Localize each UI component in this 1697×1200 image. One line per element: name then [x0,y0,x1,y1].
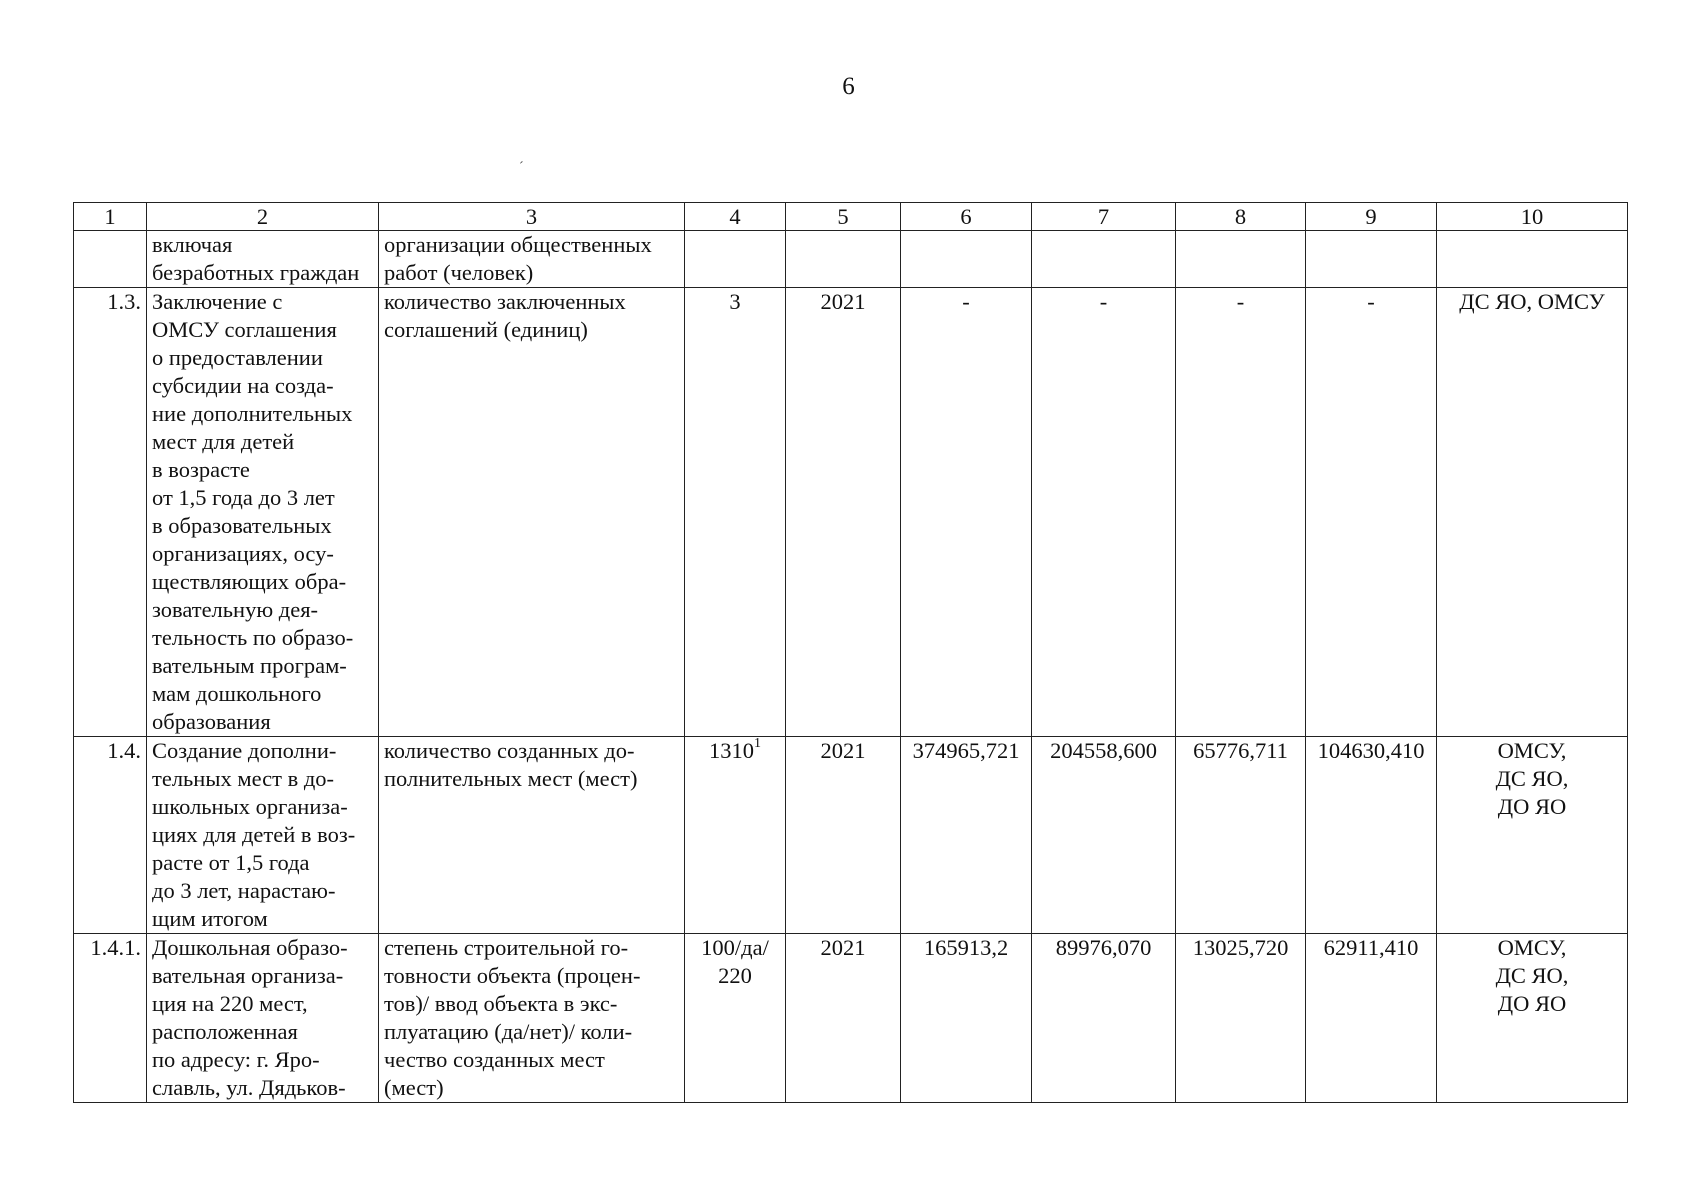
executor: ДС ЯО, ОМСУ [1437,288,1628,737]
funding-col-9: - [1306,288,1437,737]
year: 2021 [786,934,901,1103]
measures-table [73,202,1628,1103]
row-number [74,231,147,288]
funding-col-9: 62911,410 [1306,934,1437,1103]
funding-col-6: 374965,721 [901,737,1032,934]
indicator-name: организации общественных работ (человек) [379,231,685,288]
indicator-value-number: 1310 [709,738,754,763]
header-cell: 7 [1032,203,1176,231]
table-row [74,934,1628,1103]
funding-col-6 [901,231,1032,288]
year [786,231,901,288]
executor: ОМСУ, ДС ЯО, ДО ЯО [1437,934,1628,1103]
indicator-value [685,737,786,934]
row-number: 1.4.1. [74,934,147,1103]
header-cell: 1 [74,203,147,231]
stray-mark: ´ [519,160,524,175]
funding-col-9 [1306,231,1437,288]
funding-col-7: 204558,600 [1032,737,1176,934]
table-row [74,737,1628,934]
funding-col-8 [1176,231,1306,288]
measure-name: Дошкольная образо- вательная организа- ция на 220 мест, расположенная по адресу: г. Яро- славль, ул. Дядьков- [147,934,379,1103]
indicator-name: количество заключенных соглашений (единиц) [379,288,685,737]
row-number: 1.3. [74,288,147,737]
year: 2021 [786,288,901,737]
funding-col-7: 89976,070 [1032,934,1176,1103]
row-number: 1.4. [74,737,147,934]
footnote-marker: 1 [754,736,761,751]
header-cell: 6 [901,203,1032,231]
executor: ОМСУ, ДС ЯО, ДО ЯО [1437,737,1628,934]
funding-col-8: 13025,720 [1176,934,1306,1103]
measure-name: Создание дополни- тельных мест в до- школьных организа- циях для детей в воз- расте от 1,5 года до 3 лет, нарастаю- щим итогом [147,737,379,934]
indicator-value: 100/да/ 220 [685,934,786,1103]
indicator-value [685,231,786,288]
executor [1437,231,1628,288]
header-cell: 2 [147,203,379,231]
indicator-value: 3 [685,288,786,737]
header-cell: 3 [379,203,685,231]
table-row [74,288,1628,737]
header-cell: 4 [685,203,786,231]
indicator-name: количество созданных до- полнительных мест (мест) [379,737,685,934]
measure-name: включая безработных граждан [147,231,379,288]
header-cell: 5 [786,203,901,231]
funding-col-7 [1032,231,1176,288]
header-cell: 9 [1306,203,1437,231]
funding-col-9: 104630,410 [1306,737,1437,934]
funding-col-8: - [1176,288,1306,737]
year: 2021 [786,737,901,934]
funding-col-7: - [1032,288,1176,737]
header-cell: 8 [1176,203,1306,231]
table-row [74,231,1628,288]
funding-col-6: - [901,288,1032,737]
page-number: 6 [842,73,855,100]
funding-col-8: 65776,711 [1176,737,1306,934]
header-cell: 10 [1437,203,1628,231]
funding-col-6: 165913,2 [901,934,1032,1103]
measure-name: Заключение с ОМСУ соглашения о предоставлении субсидии на созда- ние дополнительных мест для детей в возрасте от 1,5 года до 3 лет в образовательных организациях, осу- ществляющих обра- зовательную дея- тельность по образо- вательным програм- мам дошкольного образования [147,288,379,737]
header-row [74,203,1628,231]
indicator-name: степень строительной го- товности объекта (процен- тов)/ ввод объекта в экс- плуатацию (да/нет)/ коли- чество созданных мест (мест) [379,934,685,1103]
